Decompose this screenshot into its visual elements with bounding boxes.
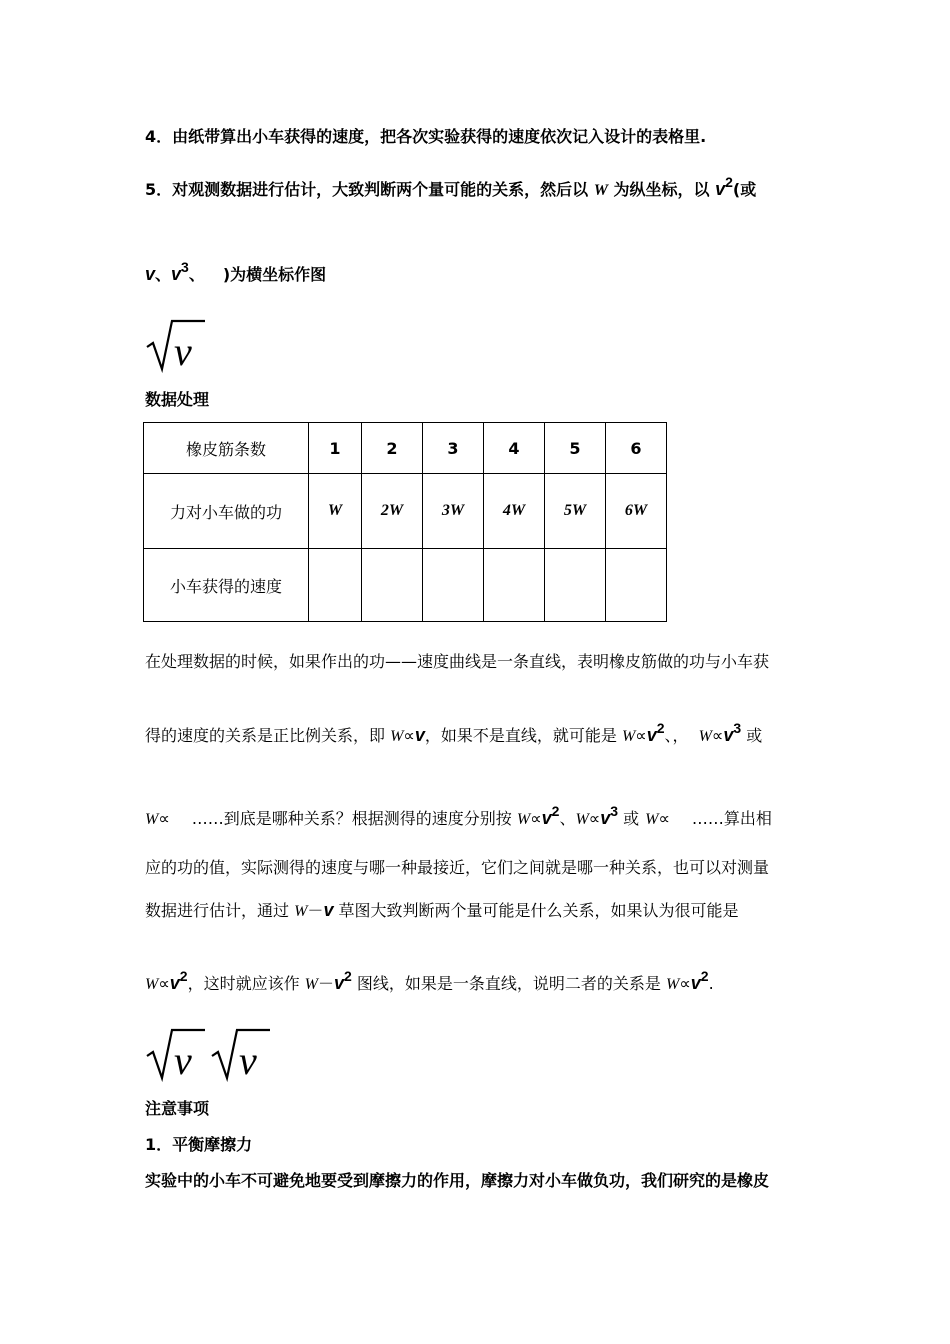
table-cell: 4 <box>484 423 545 474</box>
proportional-symbol: ∝ <box>679 974 691 993</box>
step-5-end: )为横坐标作图 <box>222 265 327 284</box>
w-symbol: W <box>593 182 608 199</box>
table-cell: 5 <box>545 423 606 474</box>
exponent-2: 2 <box>656 720 665 736</box>
v-symbol: v <box>334 973 345 993</box>
svg-text:v: v <box>174 1038 192 1082</box>
table-header-cell: 橡皮筋条数 <box>144 423 309 474</box>
proportional-symbol: ∝ <box>711 726 724 745</box>
note-1-title: 1．平衡摩擦力 <box>145 1135 253 1154</box>
table-cell: 5W <box>545 474 606 549</box>
para-text: 草图大致判断两个量可能是什么关系，如果认为很可能是 <box>333 901 739 920</box>
sqrt-v-formula-icon <box>210 1024 274 1082</box>
table-cell <box>545 549 606 622</box>
para-text: ……到底是哪种关系？根据测得的速度分别按 <box>191 809 517 828</box>
period: . <box>708 974 714 993</box>
para-text: 图线，如果是一条直线，说明二者的关系是 <box>351 974 667 993</box>
w-symbol: W <box>666 976 680 993</box>
table-row <box>144 549 667 622</box>
proportional-symbol: ∝ <box>658 809 670 828</box>
w-symbol: W <box>304 976 318 993</box>
table-cell: 2 <box>362 423 423 474</box>
separator: 、， <box>664 726 689 745</box>
v-symbol: v <box>541 808 552 828</box>
svg-text:v: v <box>174 329 192 373</box>
proportional-symbol: ∝ <box>530 809 542 828</box>
step-5-line-2 <box>145 259 327 285</box>
w-symbol: W <box>145 811 159 828</box>
step-5-line-1 <box>145 174 757 201</box>
w-symbol: W <box>516 811 531 828</box>
data-table <box>143 422 667 622</box>
v-symbol: v <box>414 725 425 745</box>
table-cell: 6W <box>606 474 667 549</box>
proportional-symbol: ∝ <box>588 809 601 828</box>
w-symbol: W <box>294 903 308 920</box>
table-cell <box>606 549 667 622</box>
step-5-part-2: 为纵坐标，以 <box>607 180 716 199</box>
exponent-2: 2 <box>179 968 188 984</box>
exponent-3: 3 <box>733 720 742 736</box>
step-5-part-3: (或 <box>732 180 757 199</box>
table-cell <box>484 549 545 622</box>
table-cell: 6 <box>606 423 667 474</box>
dash-symbol: － <box>318 974 335 993</box>
para-text: 得的速度的关系是正比例关系，即 <box>145 726 391 745</box>
exponent-2: 2 <box>700 968 709 984</box>
table-cell: W <box>309 474 362 549</box>
v-symbol: v <box>646 725 657 745</box>
para-line-2 <box>145 720 763 747</box>
exponent-3: 3 <box>610 803 619 819</box>
table-cell: 2W <box>362 474 423 549</box>
v-symbol: v <box>715 179 726 199</box>
exponent-2: 2 <box>725 174 733 190</box>
heading-notes: 注意事项 <box>145 1099 210 1118</box>
exponent-2: 2 <box>344 968 352 984</box>
para-line-6 <box>145 968 714 995</box>
note-1-text: 实验中的小车不可避免地要受到摩擦力的作用，摩擦力对小车做负功，我们研究的是橡皮 <box>145 1171 770 1190</box>
table-cell: 4W <box>484 474 545 549</box>
v-symbol: v <box>145 264 156 284</box>
w-symbol: W <box>621 728 636 745</box>
heading-data-processing: 数据处理 <box>145 390 210 409</box>
table-cell <box>309 549 362 622</box>
v-symbol: v <box>171 264 182 284</box>
separator: 、 <box>559 809 576 828</box>
proportional-symbol: ∝ <box>158 809 170 828</box>
para-text: ，这时就应该作 <box>187 974 305 993</box>
table-header-cell: 力对小车做的功 <box>144 474 309 549</box>
w-symbol: W <box>390 728 404 745</box>
proportional-symbol: ∝ <box>403 726 415 745</box>
v-symbol: v <box>323 900 334 920</box>
table-cell <box>362 549 423 622</box>
step-5-part-1: 5．对观测数据进行估计，大致判断两个量可能的关系，然后以 <box>145 180 594 199</box>
svg-text:v: v <box>239 1038 257 1082</box>
para-line-5 <box>145 900 739 922</box>
proportional-symbol: ∝ <box>158 974 170 993</box>
w-symbol: W <box>698 728 712 745</box>
v-symbol: v <box>600 808 611 828</box>
sqrt-v-formula-icon <box>145 315 209 373</box>
proportional-symbol: ∝ <box>635 726 647 745</box>
exponent-3: 3 <box>181 259 189 275</box>
separator: 、 <box>188 265 205 284</box>
para-text: 数据进行估计，通过 <box>145 901 295 920</box>
para-text: 或 <box>741 726 763 745</box>
table-cell: 1 <box>309 423 362 474</box>
separator: 、 <box>155 265 172 284</box>
para-line-3 <box>145 803 772 830</box>
v-symbol: v <box>690 973 701 993</box>
para-text: ……算出相 <box>691 809 772 828</box>
w-symbol: W <box>645 811 659 828</box>
para-text: 或 <box>618 809 640 828</box>
dash-symbol: － <box>307 901 324 920</box>
v-symbol: v <box>723 725 734 745</box>
v-symbol: v <box>169 973 180 993</box>
sqrt-v-formula-icon <box>145 1024 209 1082</box>
para-line-4: 应的功的值，实际测得的速度与哪一种最接近，它们之间就是哪一种关系，也可以对测量 <box>145 858 770 877</box>
table-cell <box>423 549 484 622</box>
w-symbol: W <box>575 811 589 828</box>
w-symbol: W <box>145 976 159 993</box>
para-line-1: 在处理数据的时候，如果作出的功——速度曲线是一条直线，表明橡皮筋做的功与小车获 <box>145 652 770 671</box>
table-header-cell: 小车获得的速度 <box>144 549 309 622</box>
para-text: ，如果不是直线，就可能是 <box>424 726 622 745</box>
table-cell: 3W <box>423 474 484 549</box>
table-row <box>144 474 667 549</box>
table-cell: 3 <box>423 423 484 474</box>
table-row <box>144 423 667 474</box>
exponent-2: 2 <box>551 803 560 819</box>
step-4-text: 4．由纸带算出小车获得的速度，把各次实验获得的速度依次记入设计的表格里. <box>145 127 707 146</box>
